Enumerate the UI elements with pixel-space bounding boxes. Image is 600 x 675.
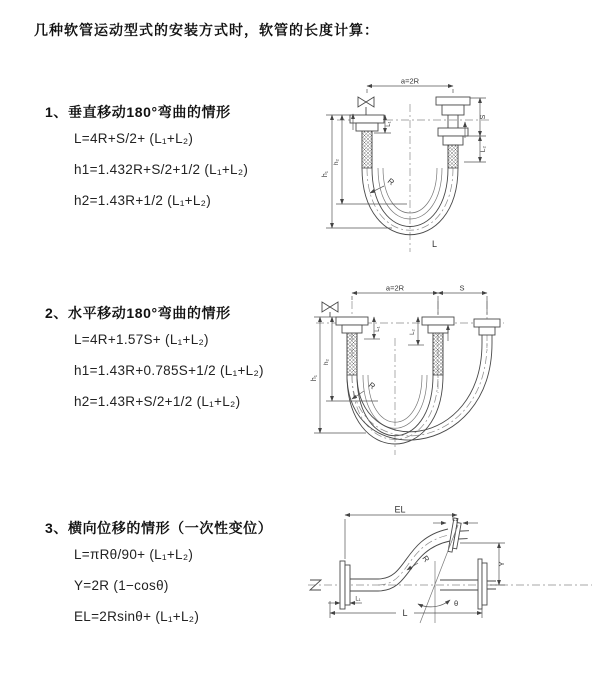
radius-callout [370, 176, 396, 193]
section-2-formulas [74, 324, 264, 417]
formula-line: Y=2R (1−cosθ) [74, 578, 169, 593]
dimension-l2 [464, 136, 487, 162]
svg-text:L₂: L₂ [452, 516, 458, 523]
left-fitting [336, 317, 368, 375]
svg-text:h₂: h₂ [323, 358, 330, 366]
svg-text:h₁: h₁ [311, 374, 318, 382]
dimension-s [438, 284, 487, 294]
svg-text:h₁: h₁ [322, 170, 329, 178]
angle-theta [418, 599, 458, 608]
section-3-formulas [74, 539, 272, 632]
formula-line: h2=1.43R+S/2+1/2 (L₁+L₂) [74, 394, 241, 409]
hose-u-bend-displaced [347, 343, 492, 440]
radius-callout [407, 554, 431, 570]
svg-text:S: S [480, 114, 487, 120]
formula-line: h2=1.43R+1/2 (L₁+L₂) [74, 193, 212, 208]
svg-text:L₂: L₂ [480, 145, 487, 153]
dimension-h1 [322, 115, 392, 228]
svg-text:θ: θ [454, 599, 459, 608]
dimension-el [345, 505, 457, 560]
section-2-heading: 2、水平移动180°弯曲的情形 [45, 305, 231, 321]
formula-line: L=4R+1.57S+ (L₁+L₂) [74, 332, 209, 347]
centerlines-vertical [352, 301, 487, 455]
section-horizontal [45, 303, 264, 417]
svg-text:L₁: L₁ [386, 121, 392, 127]
dimension-a2r [352, 284, 487, 316]
svg-text:L₂: L₂ [410, 329, 416, 335]
svg-text:EL: EL [394, 504, 406, 515]
formula-line: L=πRθ/90+ (L₁+L₂) [74, 547, 194, 562]
page-title: 几种软管运动型式的安装方式时，软管的长度计算： [34, 22, 379, 38]
svg-text:L₁: L₁ [355, 596, 361, 603]
dimension-a2r [367, 77, 453, 94]
diagram-lateral-svg [300, 503, 600, 651]
diagram-lateral-displacement [300, 503, 600, 651]
svg-text:R: R [420, 553, 432, 564]
formula-line: h1=1.432R+S/2+1/2 (L₁+L₂) [74, 162, 249, 177]
svg-text:L: L [402, 608, 408, 618]
diagram-horizontal-bend-svg [308, 283, 600, 461]
radius-callout [352, 380, 377, 399]
formula-line: L=4R+S/2+ (L₁+L₂) [74, 131, 194, 146]
svg-text:Y: Y [497, 561, 506, 567]
middle-fitting [422, 317, 454, 375]
valve-icon [322, 302, 338, 317]
svg-text:S: S [459, 283, 465, 293]
dimension-h1 [311, 317, 366, 433]
length-label: L [432, 239, 438, 249]
svg-text:a=2R: a=2R [400, 76, 420, 86]
svg-text:R: R [366, 380, 377, 392]
diagram-horizontal-bend [308, 283, 600, 461]
section-vertical [45, 102, 248, 216]
formula-line: h1=1.43R+0.785S+1/2 (L₁+L₂) [74, 363, 264, 378]
svg-text:R: R [385, 176, 396, 188]
diagram-vertical-bend-svg [312, 76, 597, 258]
diagram-vertical-bend [312, 76, 597, 258]
section-lateral [45, 518, 272, 632]
section-1-heading: 1、垂直移动180°弯曲的情形 [45, 104, 231, 120]
svg-text:L₁: L₁ [375, 326, 381, 332]
section-1-formulas [74, 123, 248, 216]
svg-text:h₂: h₂ [333, 158, 340, 166]
dimension-l2 [433, 517, 478, 524]
dimension-l [330, 601, 482, 618]
upper-flange-displaced [448, 518, 471, 554]
valve-icon [358, 97, 374, 115]
hose-s-curve [378, 529, 450, 591]
displacement-radius-line [420, 525, 458, 623]
svg-text:a=2R: a=2R [385, 283, 405, 293]
formula-line: EL=2Rsinθ+ (L₁+L₂) [74, 609, 200, 624]
left-fitting [350, 115, 384, 168]
section-3-heading: 3、横向位移的情形（一次性变位） [45, 520, 273, 536]
